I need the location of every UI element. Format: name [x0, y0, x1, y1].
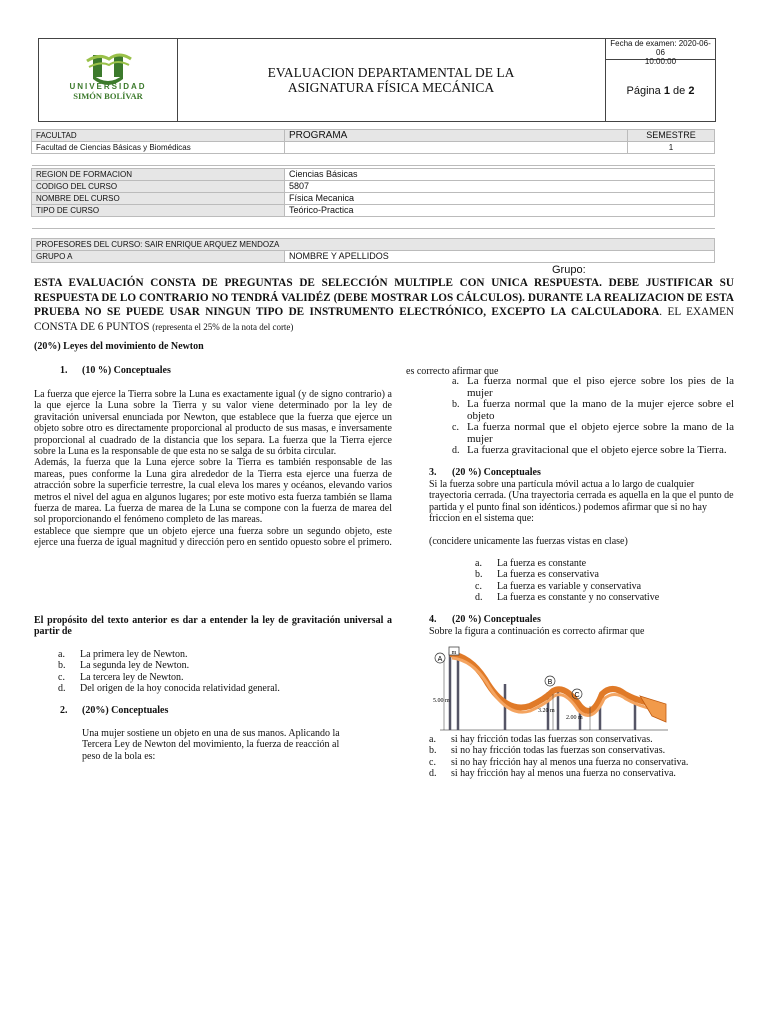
point-b-label: B: [547, 679, 553, 686]
option-letter: d.: [429, 768, 437, 780]
car-mass-label: m: [451, 650, 457, 656]
instructions-small: (representa el 25% de la nota del corte): [152, 321, 294, 332]
page-prefix: Página: [626, 84, 661, 97]
q3-option-b[interactable]: [475, 569, 735, 580]
option-text: La fuerza gravitacional que el objeto ejerce sobre la Tierra.: [467, 444, 727, 456]
grupo-row: GRUPO A: [32, 251, 285, 263]
option-letter: c.: [475, 580, 482, 592]
faculty-table: [31, 129, 715, 166]
exam-date: [606, 39, 715, 66]
col-facultad: FACULTAD: [32, 130, 285, 142]
instructions: [34, 276, 734, 334]
professor-row: PROFESORES DEL CURSO: SAIR ENRIQUE ARQUEZ MENDOZA: [32, 239, 715, 251]
q1-passage: [34, 389, 392, 549]
q2-continuation: es correcto afirmar que: [406, 366, 499, 377]
q4-option-d[interactable]: [429, 768, 735, 779]
page-of: de: [673, 84, 686, 97]
q3-title: (20 %) Conceptuales: [452, 467, 541, 478]
course-row-label: REGION DE FORMACION: [32, 169, 285, 181]
col-programa: PROGRAMA: [285, 130, 628, 142]
page-total: 2: [688, 84, 695, 97]
q1-title: (10 %) Conceptuales: [82, 365, 171, 376]
q2-text: Una mujer sostiene un objeto en una de sus manos. Aplicando la Tercera Ley de Newton del movimiento, la fuerza de reacción al peso de la bola es:: [82, 728, 340, 762]
q3-option-a[interactable]: [475, 558, 735, 569]
option-text: La segunda ley de Newton.: [80, 660, 190, 672]
option-letter: d.: [58, 683, 66, 695]
q3-num: 3.: [429, 467, 437, 478]
option-text: La fuerza es constante: [497, 558, 587, 569]
professor-table: [31, 238, 715, 263]
q1-num: 1.: [60, 365, 68, 376]
exam-date-time: 10:00:00: [644, 57, 677, 66]
option-letter: a.: [58, 649, 65, 660]
option-text: si no hay fricción todas las fuerzas son conservativas.: [451, 745, 666, 757]
option-text: Del origen de la hoy conocida relatividad general.: [80, 683, 280, 695]
q1-para1: La fuerza que ejerce la Tierra sobre la Luna es exactamente igual (y de signo contrario) a la que ejerce la Luna sobre la Tierra y su valor viene determinado por la ley de gravitación universal enunciada por Newton, que establece que la fuerza que ejerce un objeto sobre otro es directamente proporcional al producto de sus masas, e inversamente proporcional al cuadrado de la distancia que los separa. La fuerza que la Tierra ejerce sobre la Luna es la responsable de que esta no se salga de su órbita circular.: [34, 389, 392, 458]
option-text: La primera ley de Newton.: [80, 649, 188, 660]
course-row-value: 5807: [285, 181, 715, 193]
q2-option-b[interactable]: [452, 399, 734, 422]
course-row-label: CODIGO DEL CURSO: [32, 181, 285, 193]
option-text: La fuerza normal que la mano de la mujer ejerce sobre el objeto: [467, 398, 734, 422]
option-letter: a.: [429, 734, 436, 745]
q2-title: (20%) Conceptuales: [82, 705, 169, 716]
option-text: La fuerza es variable y conservativa: [497, 580, 642, 592]
q1-option-a[interactable]: [58, 649, 378, 660]
option-text: si no hay fricción hay al menos una fuerza no conservativa.: [451, 756, 689, 768]
q1-question: El propósito del texto anterior es dar a entender la ley de gravitación universal a partir de: [34, 615, 392, 638]
option-letter: c.: [58, 671, 65, 683]
q2-option-d[interactable]: [452, 445, 734, 457]
section-title: (20%) Leyes del movimiento de Newton: [34, 341, 204, 352]
q4-option-b[interactable]: [429, 745, 735, 756]
course-row-value: Física Mecanica: [285, 193, 715, 205]
page-num: 1: [663, 84, 670, 97]
logo-emblem-icon: [39, 39, 177, 121]
coaster-track-rail: [452, 658, 658, 715]
option-text: La tercera ley de Newton.: [80, 671, 184, 683]
q2-options: [452, 376, 734, 457]
q3-text: Si la fuerza sobre una partícula móvil actua a lo largo de cualquier trayectoria cerrada. (Una trayectoria cerrada es aquella en la que el punto de partida y el punto final son idénticos.) podemos afirmar que si no hay friccion en el sistema que:: [429, 479, 734, 525]
q1-option-c[interactable]: [58, 672, 378, 683]
exam-header: [38, 38, 716, 122]
exam-title: [177, 39, 606, 121]
option-letter: b.: [429, 745, 437, 757]
nombre-apellidos-row: NOMBRE Y APELLIDOS: [285, 251, 715, 263]
q4-option-a[interactable]: [429, 734, 735, 745]
q2-num: 2.: [60, 705, 68, 716]
option-letter: d.: [475, 592, 483, 604]
height-c-label: 2.00 m: [566, 715, 583, 721]
option-letter: b.: [475, 569, 483, 581]
q1-option-b[interactable]: [58, 660, 378, 671]
option-text: La fuerza normal que el objeto ejerce sobre la mano de la mujer: [467, 421, 734, 445]
course-row-label: TIPO DE CURSO: [32, 205, 285, 217]
height-b-label: 3.20 m: [538, 708, 555, 714]
option-text: si hay fricción todas las fuerzas son conservativas.: [451, 734, 653, 745]
q1-para3: establece que siempre que un objeto ejerce una fuerza sobre un segundo objeto, este ejerce una fuerza de igual magnitud y dirección pero en sentido opuesto sobre el primero.: [34, 525, 392, 549]
course-row-value: Teórico-Practica: [285, 205, 715, 217]
point-a-label: A: [437, 656, 443, 663]
option-letter: a.: [475, 558, 482, 569]
semestre-value: 1: [628, 142, 715, 154]
programa-value: [285, 142, 628, 154]
q2-option-a[interactable]: [452, 376, 734, 399]
q1-para2: Además, la fuerza que la Luna ejerce sobre la Tierra es también responsable de las mareas, pues conforme la Luna gira alrededor de la Tierra esta ejerce una fuerza de atracción sobre la superficie terrestre, la cual eleva los mares y océanos, elevando varios metros el nivel del agua en algunos lugares; por este motivo esta fuerza también se llama fuerza de marea. La fuerza de marea de la Luna se compone con la fuerza de marea del sol proporcionando el fenómeno completo de las mareas.: [34, 457, 392, 526]
q4-text: Sobre la figura a continuación es correcto afirmar que: [429, 626, 645, 637]
option-text: La fuerza es conservativa: [497, 569, 599, 581]
course-row-value: Ciencias Básicas: [285, 169, 715, 181]
option-letter: c.: [452, 422, 459, 433]
exam-date-label: Fecha de examen: 2020-06-06: [610, 39, 711, 57]
q1-options: [58, 649, 378, 695]
q3-option-d[interactable]: [475, 592, 735, 603]
course-table: [31, 168, 715, 229]
option-text: La fuerza es constante y no conservative: [497, 592, 660, 604]
facultad-value: Facultad de Ciencias Básicas y Biomédicas: [32, 142, 285, 154]
q4-option-c[interactable]: [429, 757, 735, 768]
roller-coaster-figure: [430, 644, 670, 734]
coaster-track: [450, 654, 655, 711]
q4-title: (20 %) Conceptuales: [452, 614, 541, 625]
q3-note: (concidere unicamente las fuerzas vistas en clase): [429, 536, 628, 547]
option-letter: d.: [452, 445, 460, 456]
point-c-label: C: [574, 692, 580, 699]
option-letter: c.: [429, 756, 436, 768]
option-letter: b.: [452, 399, 460, 410]
instructions-bold: ESTA EVALUACIÓN CONSTA DE PREGUNTAS DE SELECCIÓN MULTIPLE CON UNICA RESPUESTA. DEBE JUSTIFICAR SU RESPUESTA DE LO CONTRARIO NO TENDRÁ VALIDÉZ (DEBE MOSTRAR LOS CÁLCULOS). DURANTE LA REALIZACION DE ESTA PRUEBA NO SE PUEDE USAR NINGUN TIPO DE INSTRUMENTO ELECTRÓNICO, EXCEPTO LA CALCULADORA: [34, 277, 734, 318]
col-semestre: SEMESTRE: [628, 130, 715, 142]
grupo-label: Grupo:: [552, 264, 586, 276]
q2-option-c[interactable]: [452, 422, 734, 445]
height-a-label: 5.00 m: [433, 698, 450, 704]
option-letter: b.: [58, 660, 66, 672]
option-text: si hay fricción hay al menos una fuerza no conservativa.: [451, 768, 676, 780]
option-letter: a.: [452, 376, 459, 387]
q3-options: [475, 558, 735, 604]
university-logo: [39, 39, 178, 121]
q3-option-c[interactable]: [475, 581, 735, 592]
q4-num: 4.: [429, 614, 437, 625]
option-text: La fuerza normal que el piso ejerce sobre los pies de la mujer: [467, 375, 734, 399]
exam-title-text: EVALUACION DEPARTAMENTAL DE LA ASIGNATURA FÍSICA MECÁNICA: [267, 65, 515, 95]
course-row-label: NOMBRE DEL CURSO: [32, 193, 285, 205]
instructions-tail: . EL EXAMEN CONSTA DE 6 PUNTOS: [34, 306, 734, 333]
q1-option-d[interactable]: [58, 683, 378, 694]
logo-line1: UNIVERSIDAD: [69, 82, 147, 91]
q4-options: [429, 734, 735, 780]
track-end: [640, 696, 666, 722]
logo-line2: SIMÓN BOLÍVAR: [73, 91, 143, 101]
page-indicator: [606, 60, 715, 121]
